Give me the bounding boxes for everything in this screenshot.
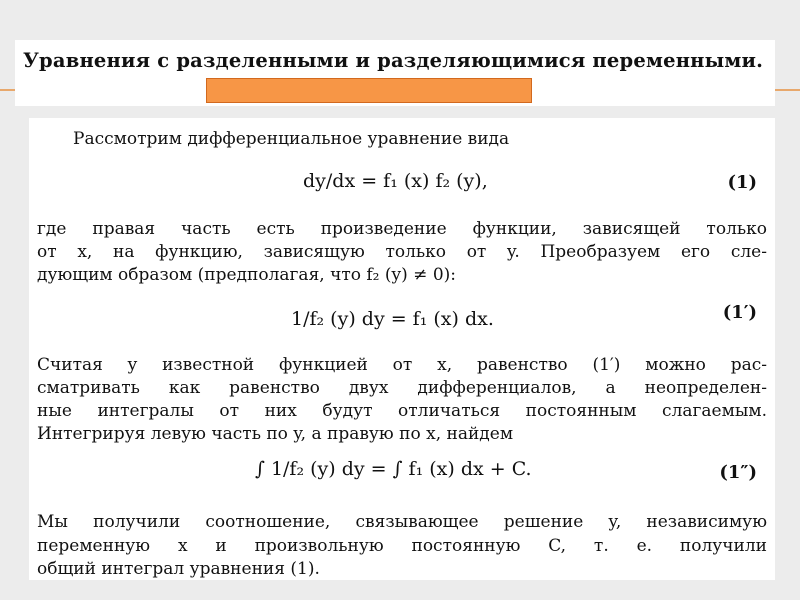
- paragraph-3-line-3: общий интеграл уравнения (1).: [37, 559, 320, 579]
- decor-line-left: [0, 89, 15, 91]
- slide-title: Уравнения с разделенными и разделяющимися переменными.: [23, 49, 764, 72]
- equation-3-number: (1″): [719, 462, 757, 483]
- paragraph-1-line-3: дующим образом (предполагая, что f₂ (y) ≠ 0):: [37, 265, 456, 285]
- equation-2-number: (1′): [722, 302, 757, 323]
- equation-1-number: (1): [727, 172, 757, 193]
- equation-1: dy/dx = f₁ (x) f₂ (y),: [303, 170, 488, 192]
- paragraph-2-line-4: Интегрируя левую часть по y, а правую по x, найдем: [37, 424, 514, 444]
- paragraph-1-line-1: где правая часть есть произведение функции, зависящей только: [37, 219, 767, 239]
- scanned-text-panel: [29, 118, 775, 580]
- intro-text: Рассмотрим дифференциальное уравнение вида: [73, 129, 510, 149]
- paragraph-3-line-1: Мы получили соотношение, связывающее решение y, независимую: [37, 512, 767, 532]
- paragraph-1-line-2: от x, на функцию, зависящую только от y. Преобразуем его сле-: [37, 242, 767, 262]
- orange-highlight-bar: [206, 78, 532, 103]
- paragraph-2-line-3: ные интегралы от них будут отличаться постоянным слагаемым.: [37, 401, 767, 421]
- equation-2: 1/f₂ (y) dy = f₁ (x) dx.: [291, 308, 494, 330]
- paragraph-2-line-2: сматривать как равенство двух дифференциалов, а неопределен-: [37, 378, 767, 398]
- decor-line-right: [775, 89, 800, 91]
- equation-3: ∫ 1/f₂ (y) dy = ∫ f₁ (x) dx + C.: [255, 458, 532, 480]
- paragraph-3-line-2: переменную x и произвольную постоянную C, т. е. получили: [37, 536, 767, 556]
- paragraph-2-line-1: Считая y известной функцией от x, равенство (1′) можно рас-: [37, 355, 767, 375]
